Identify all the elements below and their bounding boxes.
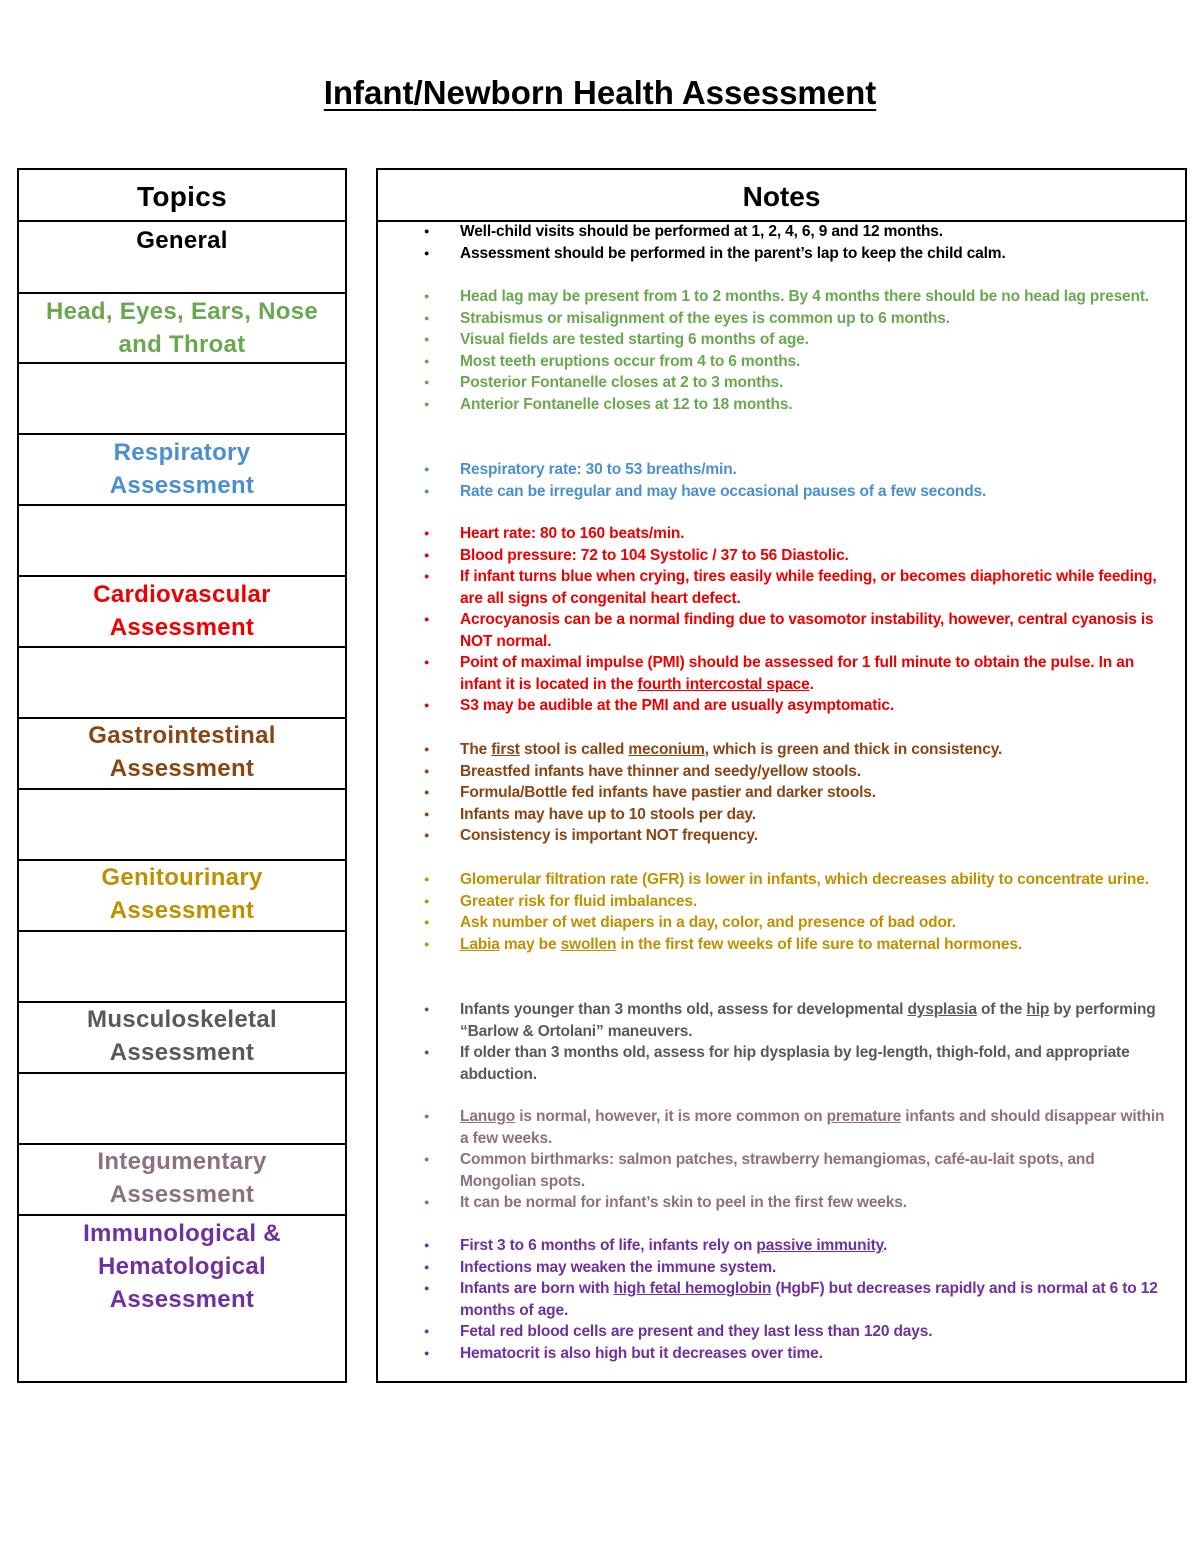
topic-gastrointestinal-line: Assessment	[109, 755, 255, 782]
topic-general	[19, 224, 345, 257]
page-title: Infant/Newborn Health Assessment	[323, 74, 877, 111]
topics-column	[17, 168, 347, 1383]
row-divider	[19, 362, 345, 364]
row-divider	[19, 646, 345, 648]
text-run: of the	[976, 1001, 1027, 1018]
list-item: ● Consistency is important NOT frequency.	[420, 825, 1170, 847]
list-item: ● Posterior Fontanelle closes at 2 to 3 months.	[420, 372, 1170, 394]
list-item	[420, 1235, 1170, 1257]
list-item: ● Infections may weaken the immune system.	[420, 1257, 1170, 1279]
list-item: ● Hematocrit is also high but it decreases over time.	[420, 1343, 1170, 1365]
underlined-term: passive immunity	[756, 1237, 883, 1254]
topic-general-line: General	[136, 227, 228, 254]
notes-gastrointestinal	[420, 739, 1170, 847]
text-run: is normal, however, it is more common on	[515, 1108, 827, 1125]
text-run: (HgbF) but decreases rapidly and is normal at 6 to 12 months of age.	[460, 1280, 1158, 1319]
list-item: ● Strabismus or misalignment of the eyes is common up to 6 months.	[420, 308, 1170, 330]
underlined-term: swollen	[560, 935, 617, 953]
topic-heent-line: Head, Eyes, Ears, Nose	[45, 298, 319, 325]
list-item: ● Respiratory rate: 30 to 53 breaths/min.	[420, 459, 1170, 481]
topic-immunological-line: Assessment	[109, 1286, 255, 1313]
list-item: ● Ask number of wet diapers in a day, color, and presence of bad odor.	[420, 912, 1170, 934]
row-divider	[19, 433, 345, 435]
list-item: ● Breastfed infants have thinner and seedy/yellow stools.	[420, 761, 1170, 783]
notes-musculoskeletal	[420, 999, 1170, 1085]
underlined-term: first	[491, 741, 520, 758]
text-run: by performing “Barlow & Ortolani” maneuvers.	[460, 1001, 1156, 1040]
row-divider	[19, 504, 345, 506]
text-run: Infants are born with	[460, 1280, 614, 1297]
text-run: The	[460, 741, 492, 758]
topic-genitourinary-line: Genitourinary	[101, 864, 263, 891]
underlined-term: fourth intercostal space	[637, 675, 810, 693]
topic-cardiovascular-line: Assessment	[109, 614, 255, 641]
row-divider	[19, 292, 345, 294]
notes-genitourinary	[420, 869, 1170, 955]
list-item: ● Anterior Fontanelle closes at 12 to 18 months.	[420, 394, 1170, 416]
list-item: ● Greater risk for fluid imbalances.	[420, 891, 1170, 913]
notes-heent	[420, 286, 1170, 415]
text-run: stool is called	[519, 741, 629, 758]
list-item	[420, 1106, 1170, 1149]
list-item: ● It can be normal for infant’s skin to peel in the first few weeks.	[420, 1192, 1170, 1214]
topic-integumentary-line: Assessment	[109, 1181, 255, 1208]
topic-cardiovascular	[19, 578, 345, 644]
topic-musculoskeletal-line: Musculoskeletal	[87, 1006, 277, 1033]
list-item: ● Rate can be irregular and may have occasional pauses of a few seconds.	[420, 481, 1170, 503]
notes-header: Notes	[742, 181, 821, 212]
list-item: ● If infant turns blue when crying, tires easily while feeding, or becomes diaphoretic while feeding, are all signs of congenital heart defect.	[420, 566, 1170, 609]
topic-immunological	[19, 1217, 345, 1316]
text-run: .	[809, 675, 814, 693]
notes-column	[376, 168, 1187, 1383]
topic-musculoskeletal	[19, 1003, 345, 1069]
topic-integumentary-line: Integumentary	[97, 1148, 267, 1175]
topic-heent	[19, 295, 345, 361]
topic-respiratory-line: Respiratory	[113, 439, 251, 466]
topic-immunological-line: Immunological &	[83, 1220, 281, 1247]
list-item: ● Infants may have up to 10 stools per day.	[420, 804, 1170, 826]
list-item: ● Common birthmarks: salmon patches, strawberry hemangiomas, café-au-lait spots, and Mongolian spots.	[420, 1149, 1170, 1192]
text-run: in the first few weeks of life sure to maternal hormones.	[616, 935, 1022, 953]
text-run: Infants younger than 3 months old, assess for developmental	[460, 1001, 908, 1018]
list-item	[420, 739, 1170, 761]
text-run: .	[882, 1237, 888, 1254]
topic-cardiovascular-line: Cardiovascular	[93, 581, 271, 608]
topic-respiratory	[19, 436, 345, 502]
text-run: First 3 to 6 months of life, infants rely on	[460, 1237, 757, 1254]
row-divider	[19, 930, 345, 932]
row-divider	[19, 788, 345, 790]
list-item	[420, 652, 1170, 695]
list-item	[420, 934, 1170, 956]
notes-integumentary	[420, 1106, 1170, 1214]
list-item: ● Well-child visits should be performed at 1, 2, 4, 6, 9 and 12 months.	[420, 221, 1170, 243]
text-run: Point of maximal impulse (PMI) should be assessed for 1 full minute to obtain the pulse. In an infant it is located in the	[460, 654, 1135, 693]
row-divider	[19, 220, 345, 222]
text-run: infants and should disappear within a few weeks.	[460, 1108, 1165, 1147]
list-item: ● Heart rate: 80 to 160 beats/min.	[420, 523, 1170, 545]
list-item: ● Acrocyanosis can be a normal finding due to vasomotor instability, however, central cyanosis is NOT normal.	[420, 609, 1170, 652]
topic-heent-line: and Throat	[118, 331, 246, 358]
topic-genitourinary-line: Assessment	[109, 897, 255, 924]
list-item: ● Assessment should be performed in the parent’s lap to keep the child calm.	[420, 243, 1170, 265]
text-run: may be	[499, 935, 561, 953]
topic-respiratory-line: Assessment	[109, 472, 255, 499]
underlined-term: Lanugo	[460, 1108, 516, 1125]
row-divider	[19, 1072, 345, 1074]
list-item: ● S3 may be audible at the PMI and are usually asymptomatic.	[420, 695, 1170, 717]
text-run: , which is green and thick in consistency.	[704, 741, 1003, 758]
underlined-term: Labia	[460, 935, 500, 953]
list-item: ● Fetal red blood cells are present and they last less than 120 days.	[420, 1321, 1170, 1343]
list-item: ● Glomerular filtration rate (GFR) is lower in infants, which decreases ability to concentrate urine.	[420, 869, 1170, 891]
list-item: ● Most teeth eruptions occur from 4 to 6 months.	[420, 351, 1170, 373]
list-item: ● Head lag may be present from 1 to 2 months. By 4 months there should be no head lag present.	[420, 286, 1170, 308]
underlined-term: high fetal hemoglobin	[613, 1280, 772, 1297]
row-divider	[19, 1214, 345, 1216]
topic-genitourinary	[19, 861, 345, 927]
notes-general	[420, 221, 1170, 264]
notes-respiratory	[420, 459, 1170, 502]
notes-immunological	[420, 1235, 1170, 1364]
topic-immunological-line: Hematological	[98, 1253, 266, 1280]
topics-header: Topics	[137, 181, 227, 212]
topic-gastrointestinal	[19, 719, 345, 785]
underlined-term: meconium	[628, 741, 705, 758]
underlined-term: dysplasia	[907, 1001, 977, 1018]
topic-integumentary	[19, 1145, 345, 1211]
list-item: ● Formula/Bottle fed infants have pastier and darker stools.	[420, 782, 1170, 804]
row-divider	[19, 575, 345, 577]
list-item	[420, 1278, 1170, 1321]
list-item: ● If older than 3 months old, assess for hip dysplasia by leg-length, thigh-fold, and appropriate abduction.	[420, 1042, 1170, 1085]
notes-cardiovascular	[420, 523, 1170, 717]
topic-gastrointestinal-line: Gastrointestinal	[88, 722, 276, 749]
list-item	[420, 999, 1170, 1042]
underlined-term: premature	[826, 1108, 902, 1125]
topic-musculoskeletal-line: Assessment	[109, 1039, 255, 1066]
list-item: ● Blood pressure: 72 to 104 Systolic / 37 to 56 Diastolic.	[420, 545, 1170, 567]
underlined-term: hip	[1026, 1001, 1050, 1018]
list-item: ● Visual fields are tested starting 6 months of age.	[420, 329, 1170, 351]
